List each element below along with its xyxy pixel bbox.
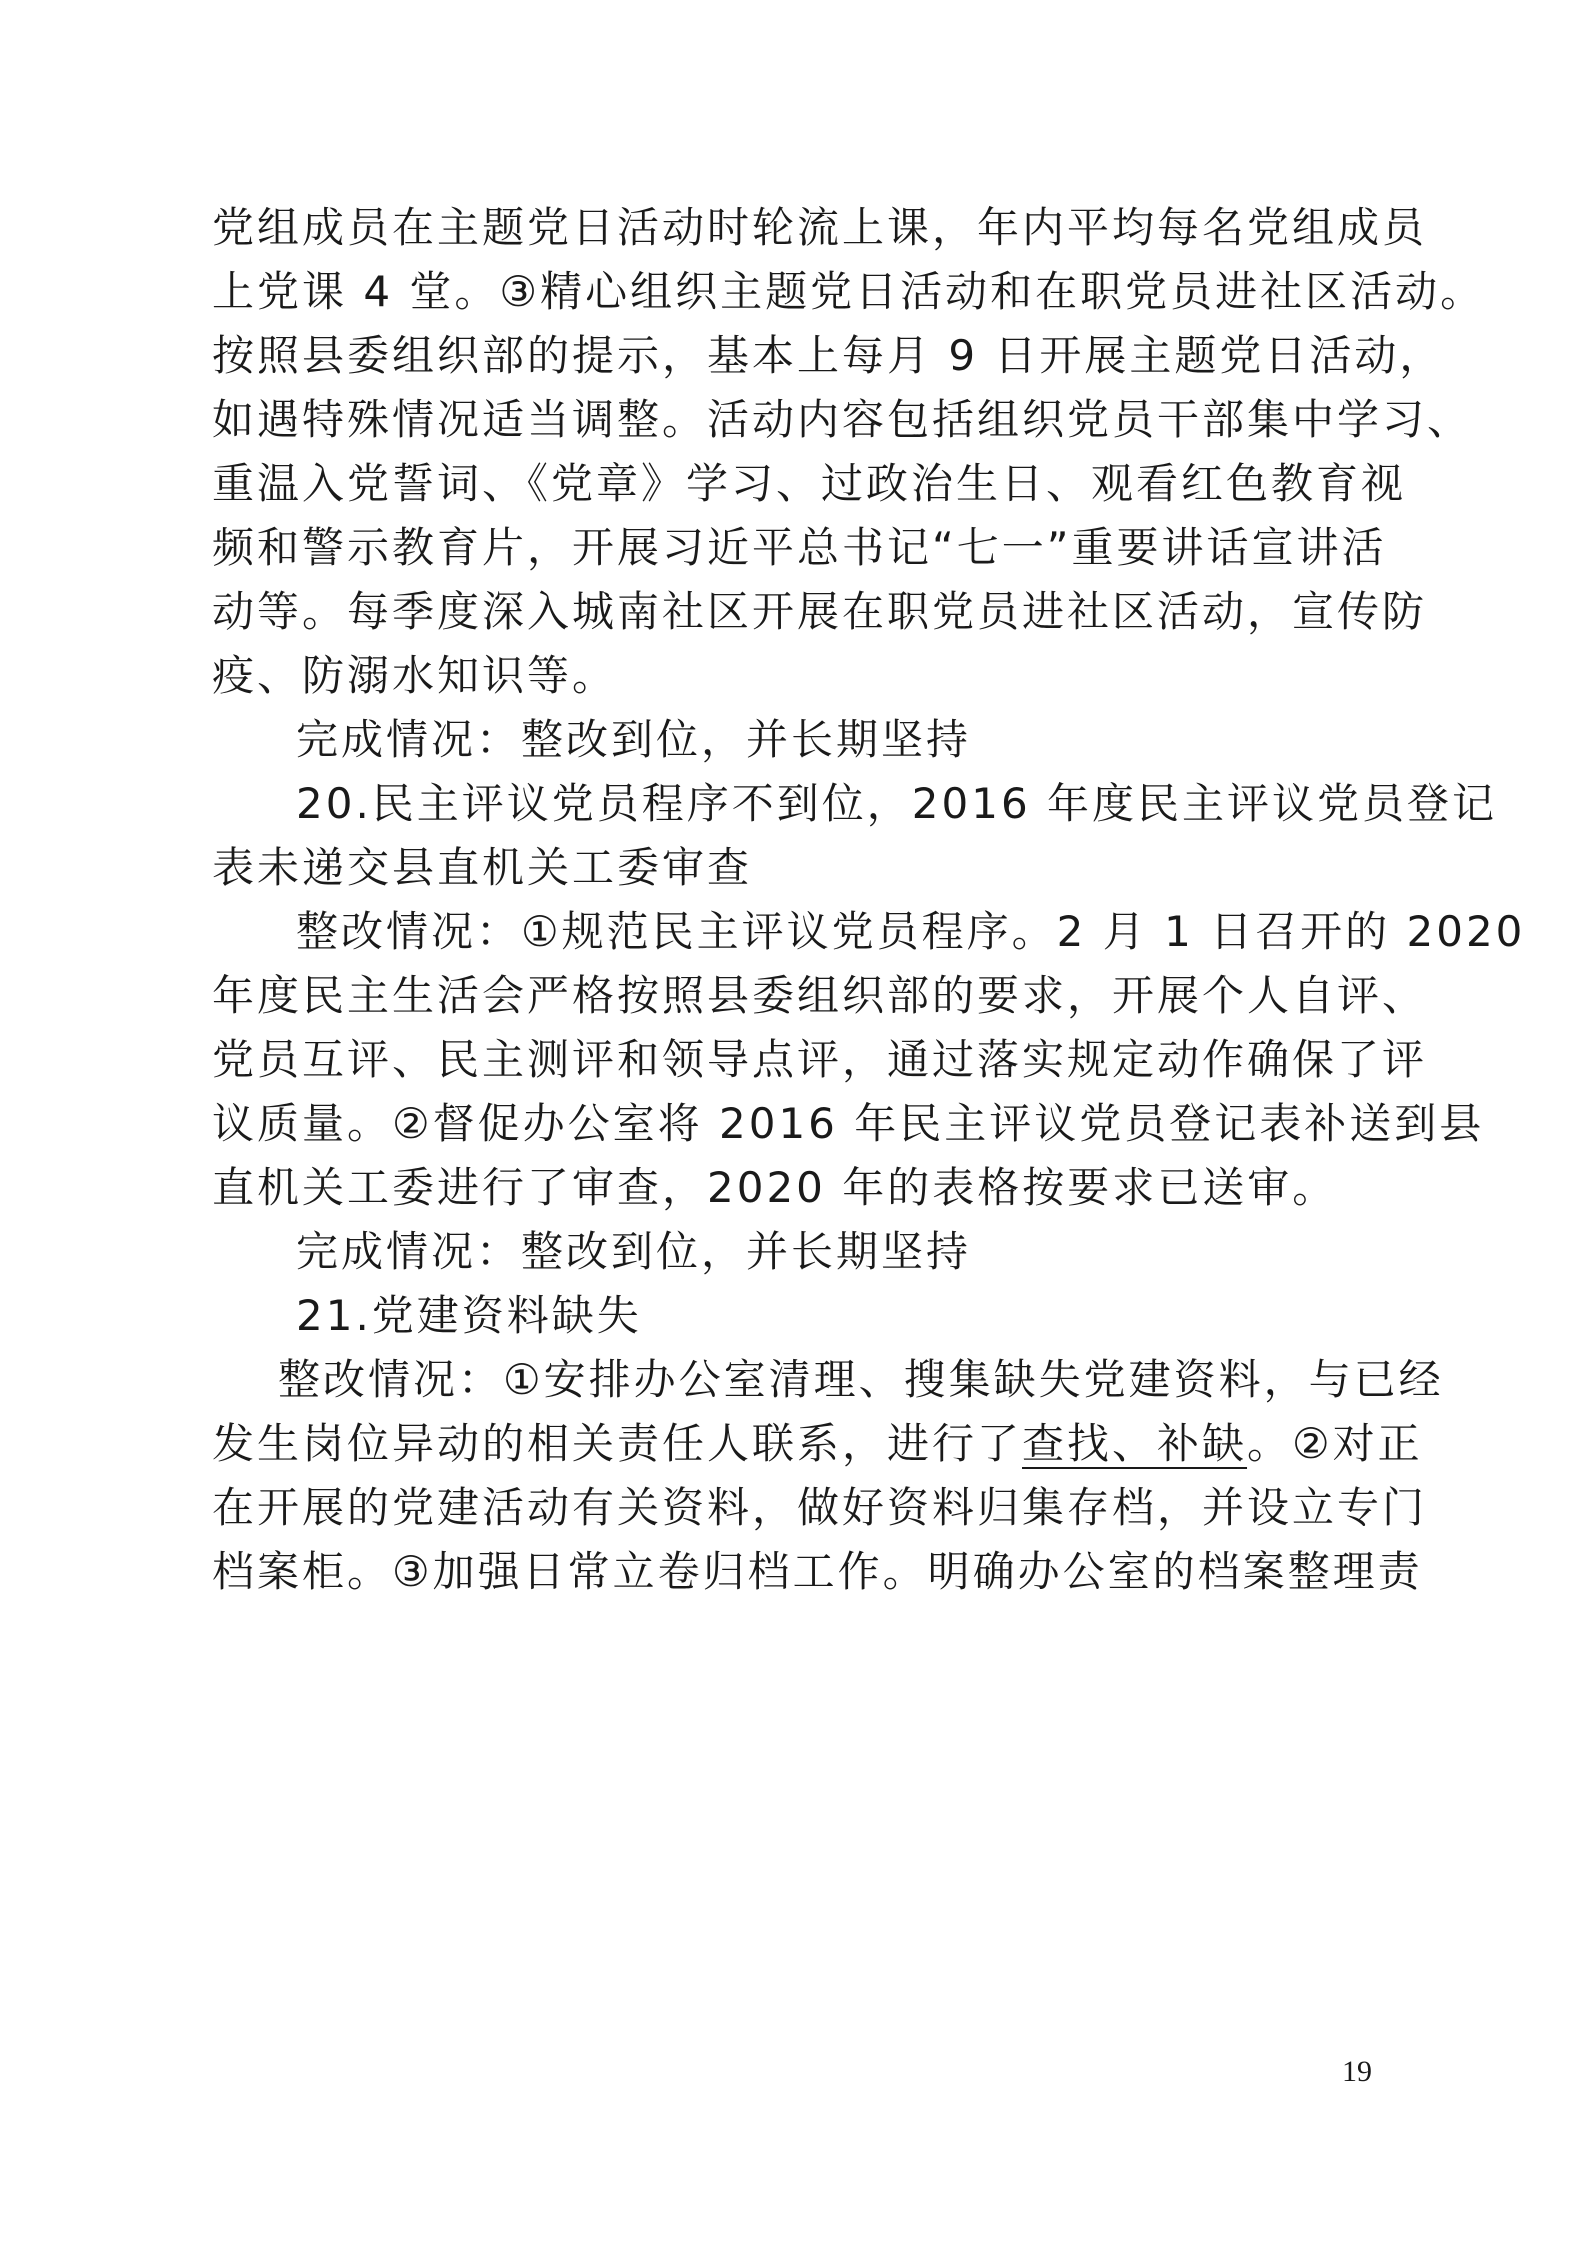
underlined-text: 查找、补缺 [1022,1419,1248,1468]
body-text-line: 如遇特殊情况适当调整。活动内容包括组织党员干部集中学习、 [212,395,1473,444]
body-text-line: 在开展的党建活动有关资料，做好资料归集存档，并设立专门 [212,1483,1428,1532]
body-text-line: 疫、防溺水知识等。 [212,651,618,700]
body-text-line: 整改情况：①规范民主评议党员程序。2 月 1 日召开的 2020 [296,907,1526,956]
body-text-line: 年度民主生活会严格按照县委组织部的要求，开展个人自评、 [212,971,1428,1020]
body-text-line: 按照县委组织部的提示，基本上每月 9 日开展主题党日活动， [212,331,1445,380]
body-text-line: 上党课 4 堂。③精心组织主题党日活动和在职党员进社区活动。 [212,267,1486,316]
body-text-line: 党组成员在主题党日活动时轮流上课，年内平均每名党组成员 [212,203,1428,252]
body-text-segment: 。②对正 [1247,1419,1423,1468]
body-text-segment: 发生岗位异动的相关责任人联系，进行了 [212,1419,1023,1468]
body-text-line [212,1414,1587,1474]
body-text-line: 直机关工委进行了审查，2020 年的表格按要求已送审。 [212,1163,1338,1212]
section-heading-20: 20.民主评议党员程序不到位，2016 年度民主评议党员登记 [296,779,1498,828]
section-heading-21: 21.党建资料缺失 [296,1291,642,1340]
body-text-line: 动等。每季度深入城南社区开展在职党员进社区活动，宣传防 [212,587,1428,636]
body-text-line: 党员互评、民主测评和领导点评，通过落实规定动作确保了评 [212,1035,1428,1084]
section-heading-20-continued: 表未递交县直机关工委审查 [212,843,753,892]
body-text-line: 整改情况：①安排办公室清理、搜集缺失党建资料，与已经 [278,1355,1444,1404]
body-text-line: 议质量。②督促办公室将 2016 年民主评议党员登记表补送到县 [212,1099,1485,1148]
page-number: 19 [1342,2055,1372,2088]
body-text-line: 重温入党誓词、《党章》学习、过政治生日、观看红色教育视 [212,459,1407,508]
completion-status-line: 完成情况：整改到位，并长期坚持 [296,1227,972,1276]
body-text-line: 频和警示教育片，开展习近平总书记“七一”重要讲话宣讲活 [212,523,1387,572]
body-text-line: 档案柜。③加强日常立卷归档工作。明确办公室的档案整理责 [212,1547,1423,1596]
completion-status-line: 完成情况：整改到位，并长期坚持 [296,715,972,764]
